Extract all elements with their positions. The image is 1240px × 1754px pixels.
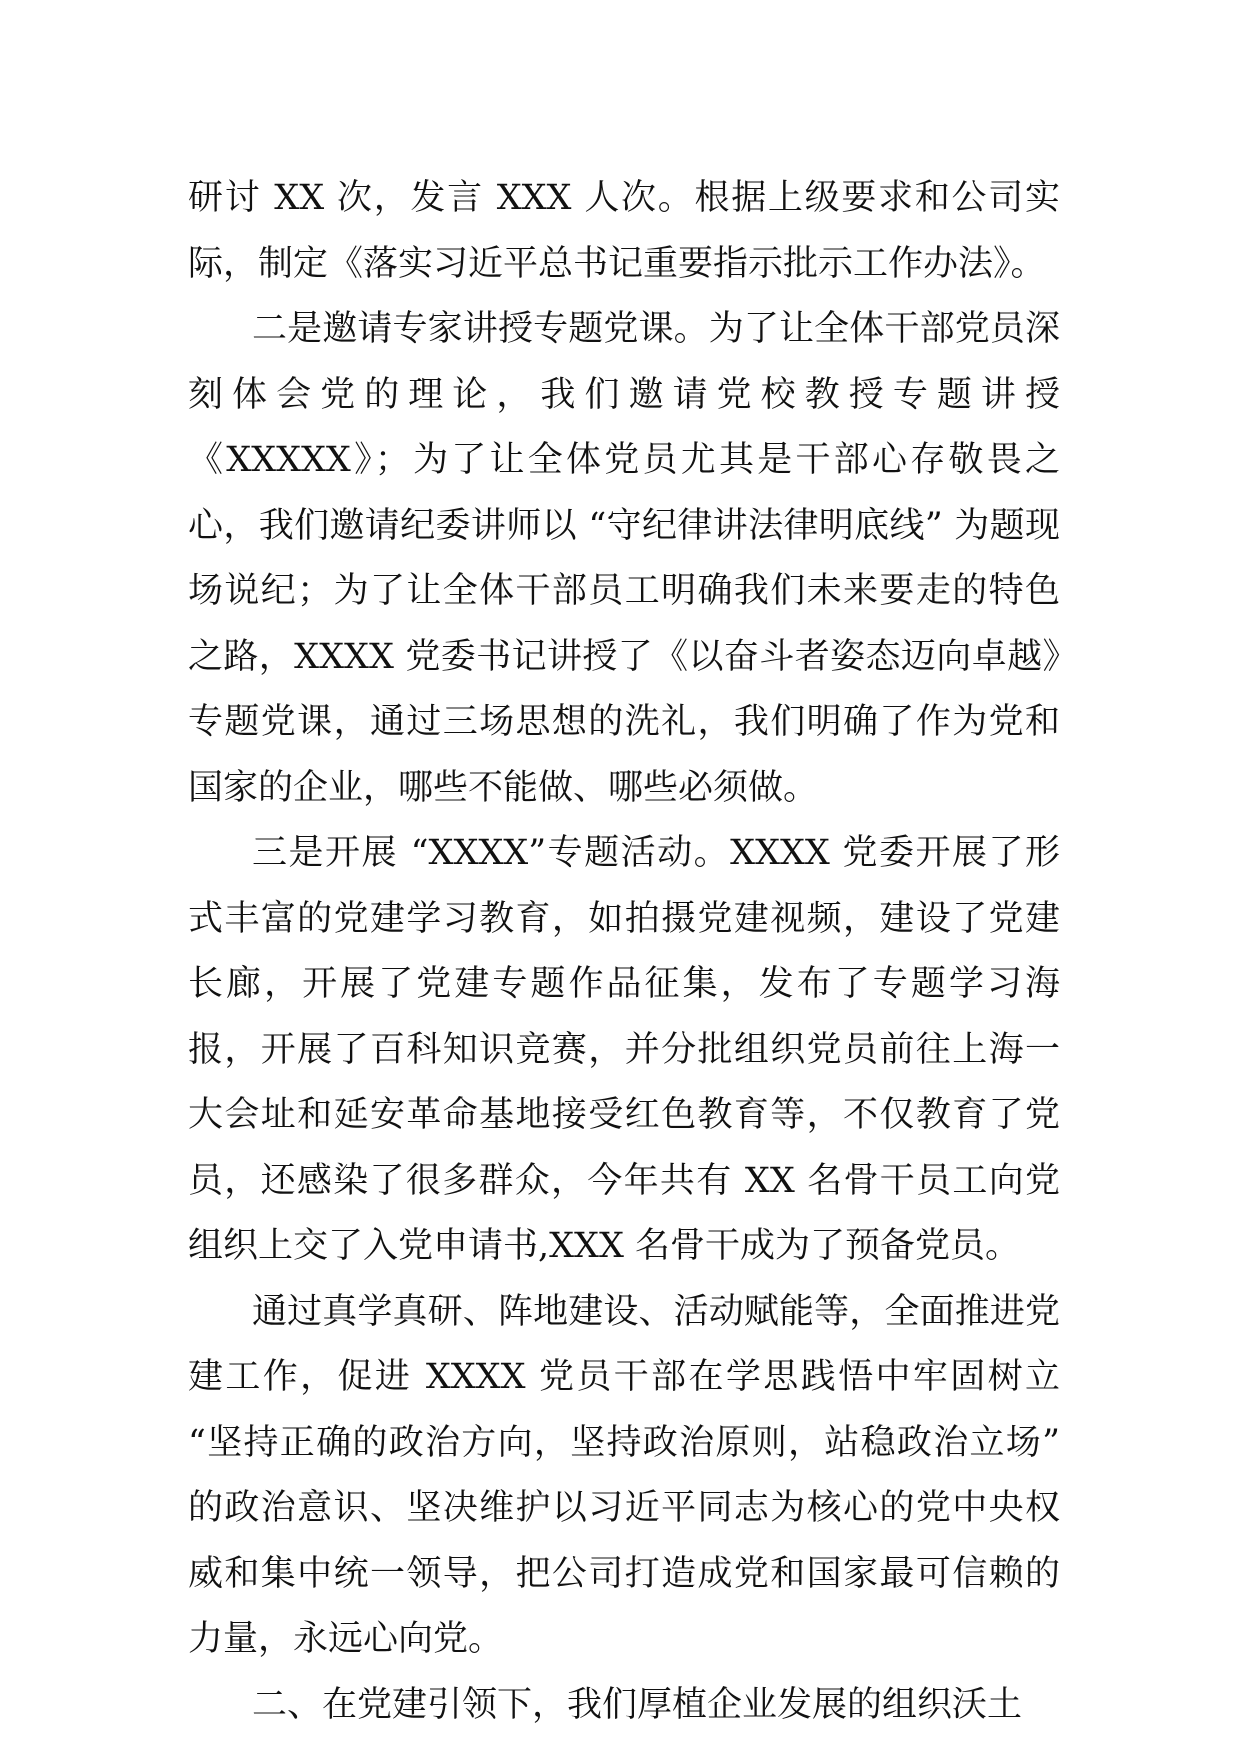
paragraph-continuation: 研讨 XX 次，发言 XXX 人次。根据上级要求和公司实际，制定《落实习近平总书记重要指示批示工作办法》。 (188, 178, 1060, 284)
paragraph-summary: 通过真学真研、阵地建设、活动赋能等，全面推进党建工作，促进 XXXX 党员干部在学思践悟中牢固树立 “坚持正确的政治方向，坚持政治原则，站稳政治立场” 的政治意识、坚决维护以习近平同志为核心的党中央权威和集中统一领导，把公司打造成党和国家最可信赖的力量，永远心向党。 (188, 1291, 1060, 1659)
paragraph-party-lecture: 二是邀请专家讲授专题党课。为了让全体干部党员深刻体会党的理论，我们邀请党校教授专题讲授《XXXXX》；为了让全体党员尤其是干部心存敬畏之心，我们邀请纪委讲师以 “守纪律讲法律明底线” 为题现场说纪；为了让全体干部员工明确我们未来要走的特色之路，XXXX 党委书记讲授了《以奋斗者姿态迈向卓越》专题党课，通过三场思想的洗礼，我们明确了作为党和国家的企业，哪些不能做、哪些必须做。 (188, 309, 1060, 808)
section-heading: 二、在党建引领下，我们厚植企业发展的组织沃土 (252, 1684, 1023, 1725)
paragraph-special-activity: 三是开展 “XXXX”专题活动。XXXX 党委开展了形式丰富的党建学习教育，如拍摄党建视频，建设了党建长廊，开展了党建专题作品征集，发布了专题学习海报，开展了百科知识竞赛，并分批组织党员前往上海一大会址和延安革命基地接受红色教育等，不仅教育了党员，还感染了很多群众，今年共有 XX 名骨干员工向党组织上交了入党申请书,XXX 名骨干成为了预备党员。 (188, 833, 1060, 1266)
document-body (188, 166, 1060, 1738)
